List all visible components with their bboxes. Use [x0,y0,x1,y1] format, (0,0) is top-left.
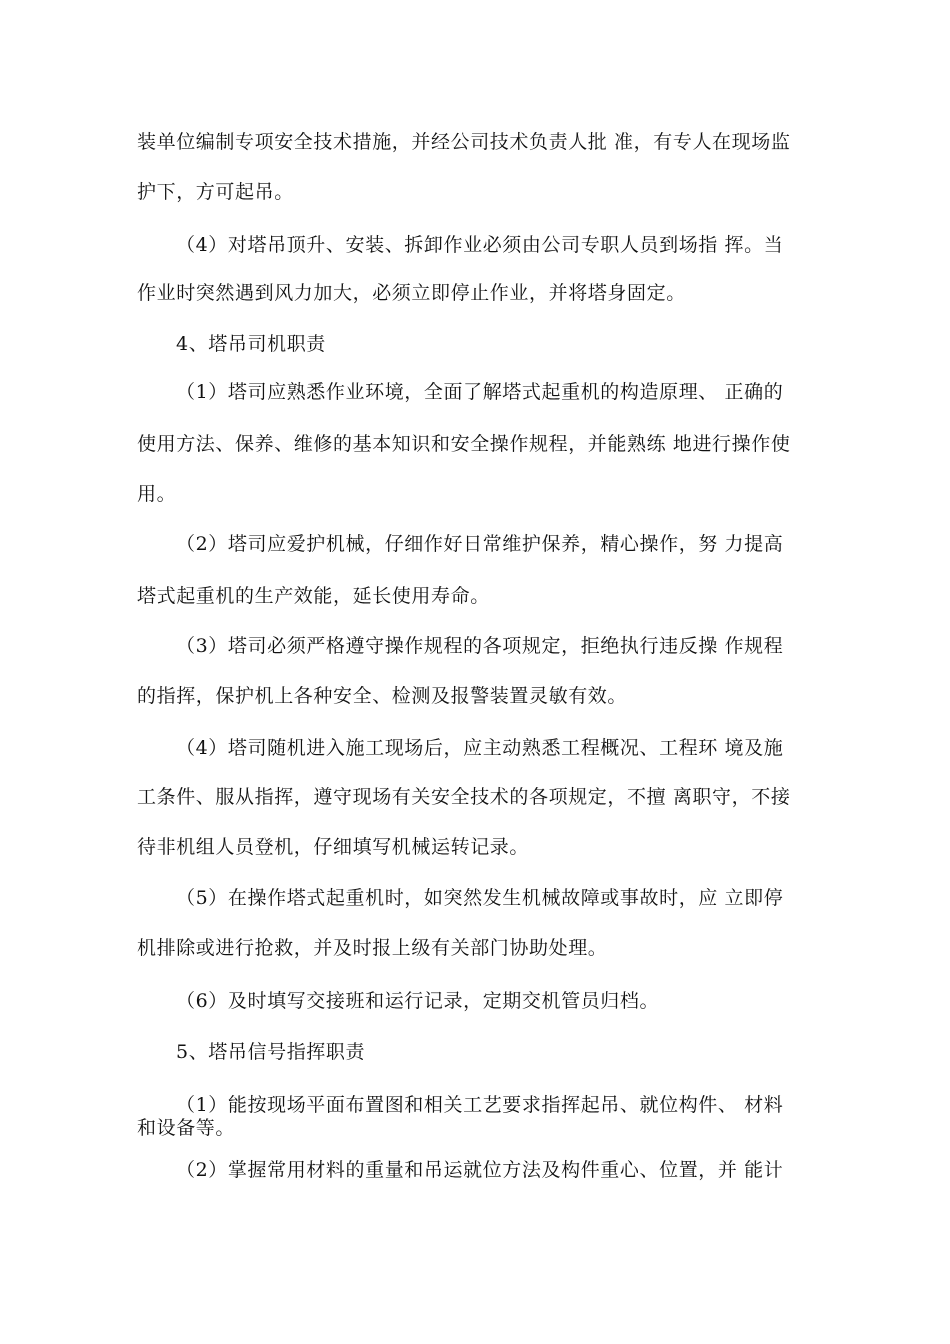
text-line: 作业时突然遇到风力加大，必须立即停止作业，并将塔身固定。 [137,282,686,304]
text-line: （2）塔司应爱护机械，仔细作好日常维护保养，精心操作，努 力提高 [176,533,784,555]
text-line: 机排除或进行抢救，并及时报上级有关部门协助处理。 [137,937,608,959]
text-line: 装单位编制专项安全技术措施，并经公司技术负责人批 准，有专人在现场监 [137,131,791,153]
text-line: （1）塔司应熟悉作业环境，全面了解塔式起重机的构造原理、 正确的 [176,381,784,403]
text-line: 和设备等。 [137,1117,236,1139]
text-line: 的指挥，保护机上各种安全、检测及报警装置灵敏有效。 [137,685,628,707]
section-heading: 4、塔吊司机职责 [176,333,326,355]
text-line: （5）在操作塔式起重机时，如突然发生机械故障或事故时，应 立即停 [176,887,784,909]
text-line: （4）塔司随机进入施工现场后，应主动熟悉工程概况、工程环 境及施 [176,737,784,759]
text-line: （4）对塔吊顶升、安装、拆卸作业必须由公司专职人员到场指 挥。当 [176,234,784,256]
text-line: 使用方法、保养、维修的基本知识和安全操作规程，并能熟练 地进行操作使 [137,433,791,455]
text-line: 护下，方可起吊。 [137,181,294,203]
text-line: （1）能按现场平面布置图和相关工艺要求指挥起吊、就位构件、 材料 [176,1094,784,1116]
text-line: （3）塔司必须严格遵守操作规程的各项规定，拒绝执行违反操 作规程 [176,635,784,657]
text-line: （2）掌握常用材料的重量和吊运就位方法及构件重心、位置，并 能计 [176,1159,784,1181]
text-line: 工条件、服从指挥，遵守现场有关安全技术的各项规定，不擅 离职守，不接 [137,786,791,808]
text-line: 待非机组人员登机，仔细填写机械运转记录。 [137,836,530,858]
text-line: 用。 [137,483,177,505]
section-heading: 5、塔吊信号指挥职责 [176,1041,366,1063]
text-line: 塔式起重机的生产效能，延长使用寿命。 [137,585,490,607]
text-line: （6）及时填写交接班和运行记录，定期交机管员归档。 [176,990,660,1012]
